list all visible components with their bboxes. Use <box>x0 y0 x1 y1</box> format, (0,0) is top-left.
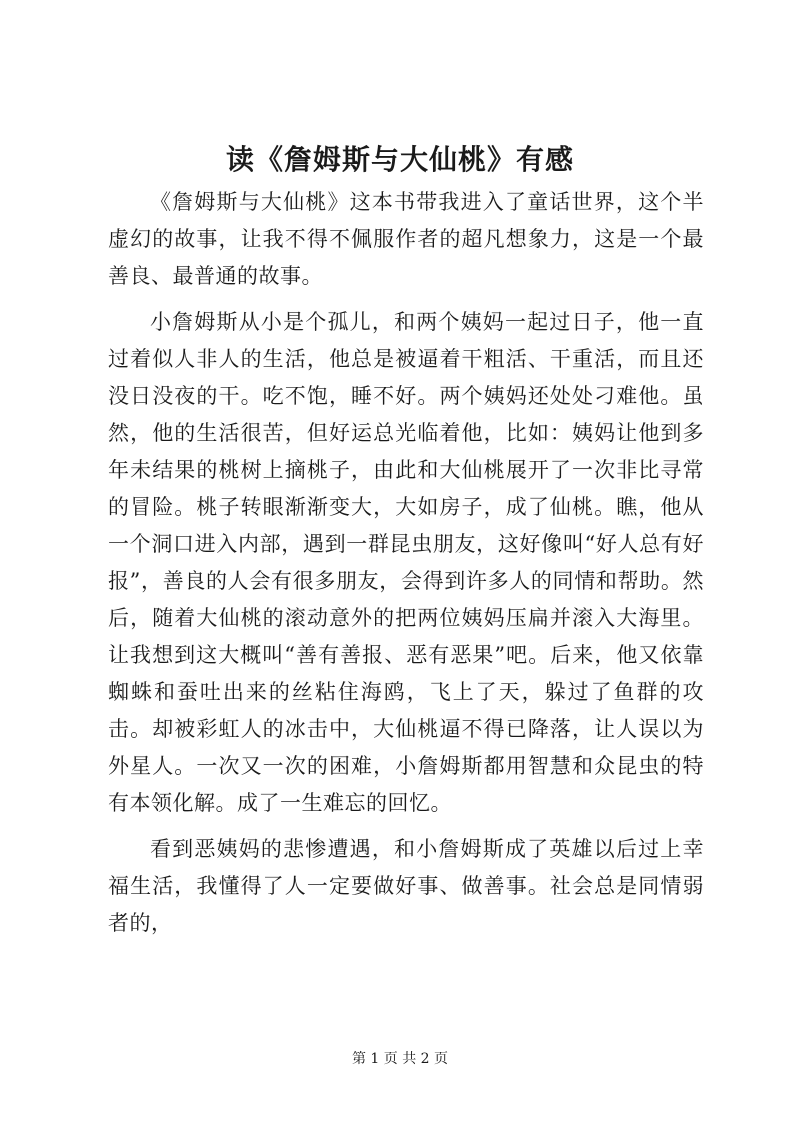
paragraph-2: 小詹姆斯从小是个孤儿，和两个姨妈一起过日子，他一直过着似人非人的生活，他总是被逼着干粗活、干重活，而且还没日没夜的干。吃不饱，睡不好。两个姨妈还处处刁难他。虽然，他的生活很苦，但好运总光临着他，比如：姨妈让他到多年未结果的桃树上摘桃子，由此和大仙桃展开了一次非比寻常的冒险。桃子转眼渐渐变大，大如房子，成了仙桃。瞧，他从一个洞口进入内部，遇到一群昆虫朋友，这好像叫“好人总有好报”，善良的人会有很多朋友，会得到许多人的同情和帮助。然后，随着大仙桃的滚动意外的把两位姨妈压扁并滚入大海里。让我想到这大概叫“善有善报、恶有恶果”吧。后来，他又依靠蜘蛛和蚕吐出来的丝粘住海鸥，飞上了天，躲过了鱼群的攻击。却被彩虹人的冰击中，大仙桃逼不得已降落，让人误以为外星人。一次又一次的困难，小詹姆斯都用智慧和众昆虫的特有本领化解。成了一生难忘的回忆。 <box>108 310 704 815</box>
page-number-footer: 第 1 页 共 2 页 <box>351 1051 449 1067</box>
document-title: 读《詹姆斯与大仙桃》有感 <box>225 143 574 176</box>
paragraph-1: 《詹姆斯与大仙桃》这本书带我进入了童话世界，这个半虚幻的故事，让我不得不佩服作者的超凡想象力，这是一个最善良、最普通的故事。 <box>108 190 704 288</box>
paragraph-3: 看到恶姨妈的悲惨遭遇，和小詹姆斯成了英雄以后过上幸福生活，我懂得了人一定要做好事、做善事。社会总是同情弱者的， <box>108 837 704 935</box>
document-body <box>108 184 704 951</box>
